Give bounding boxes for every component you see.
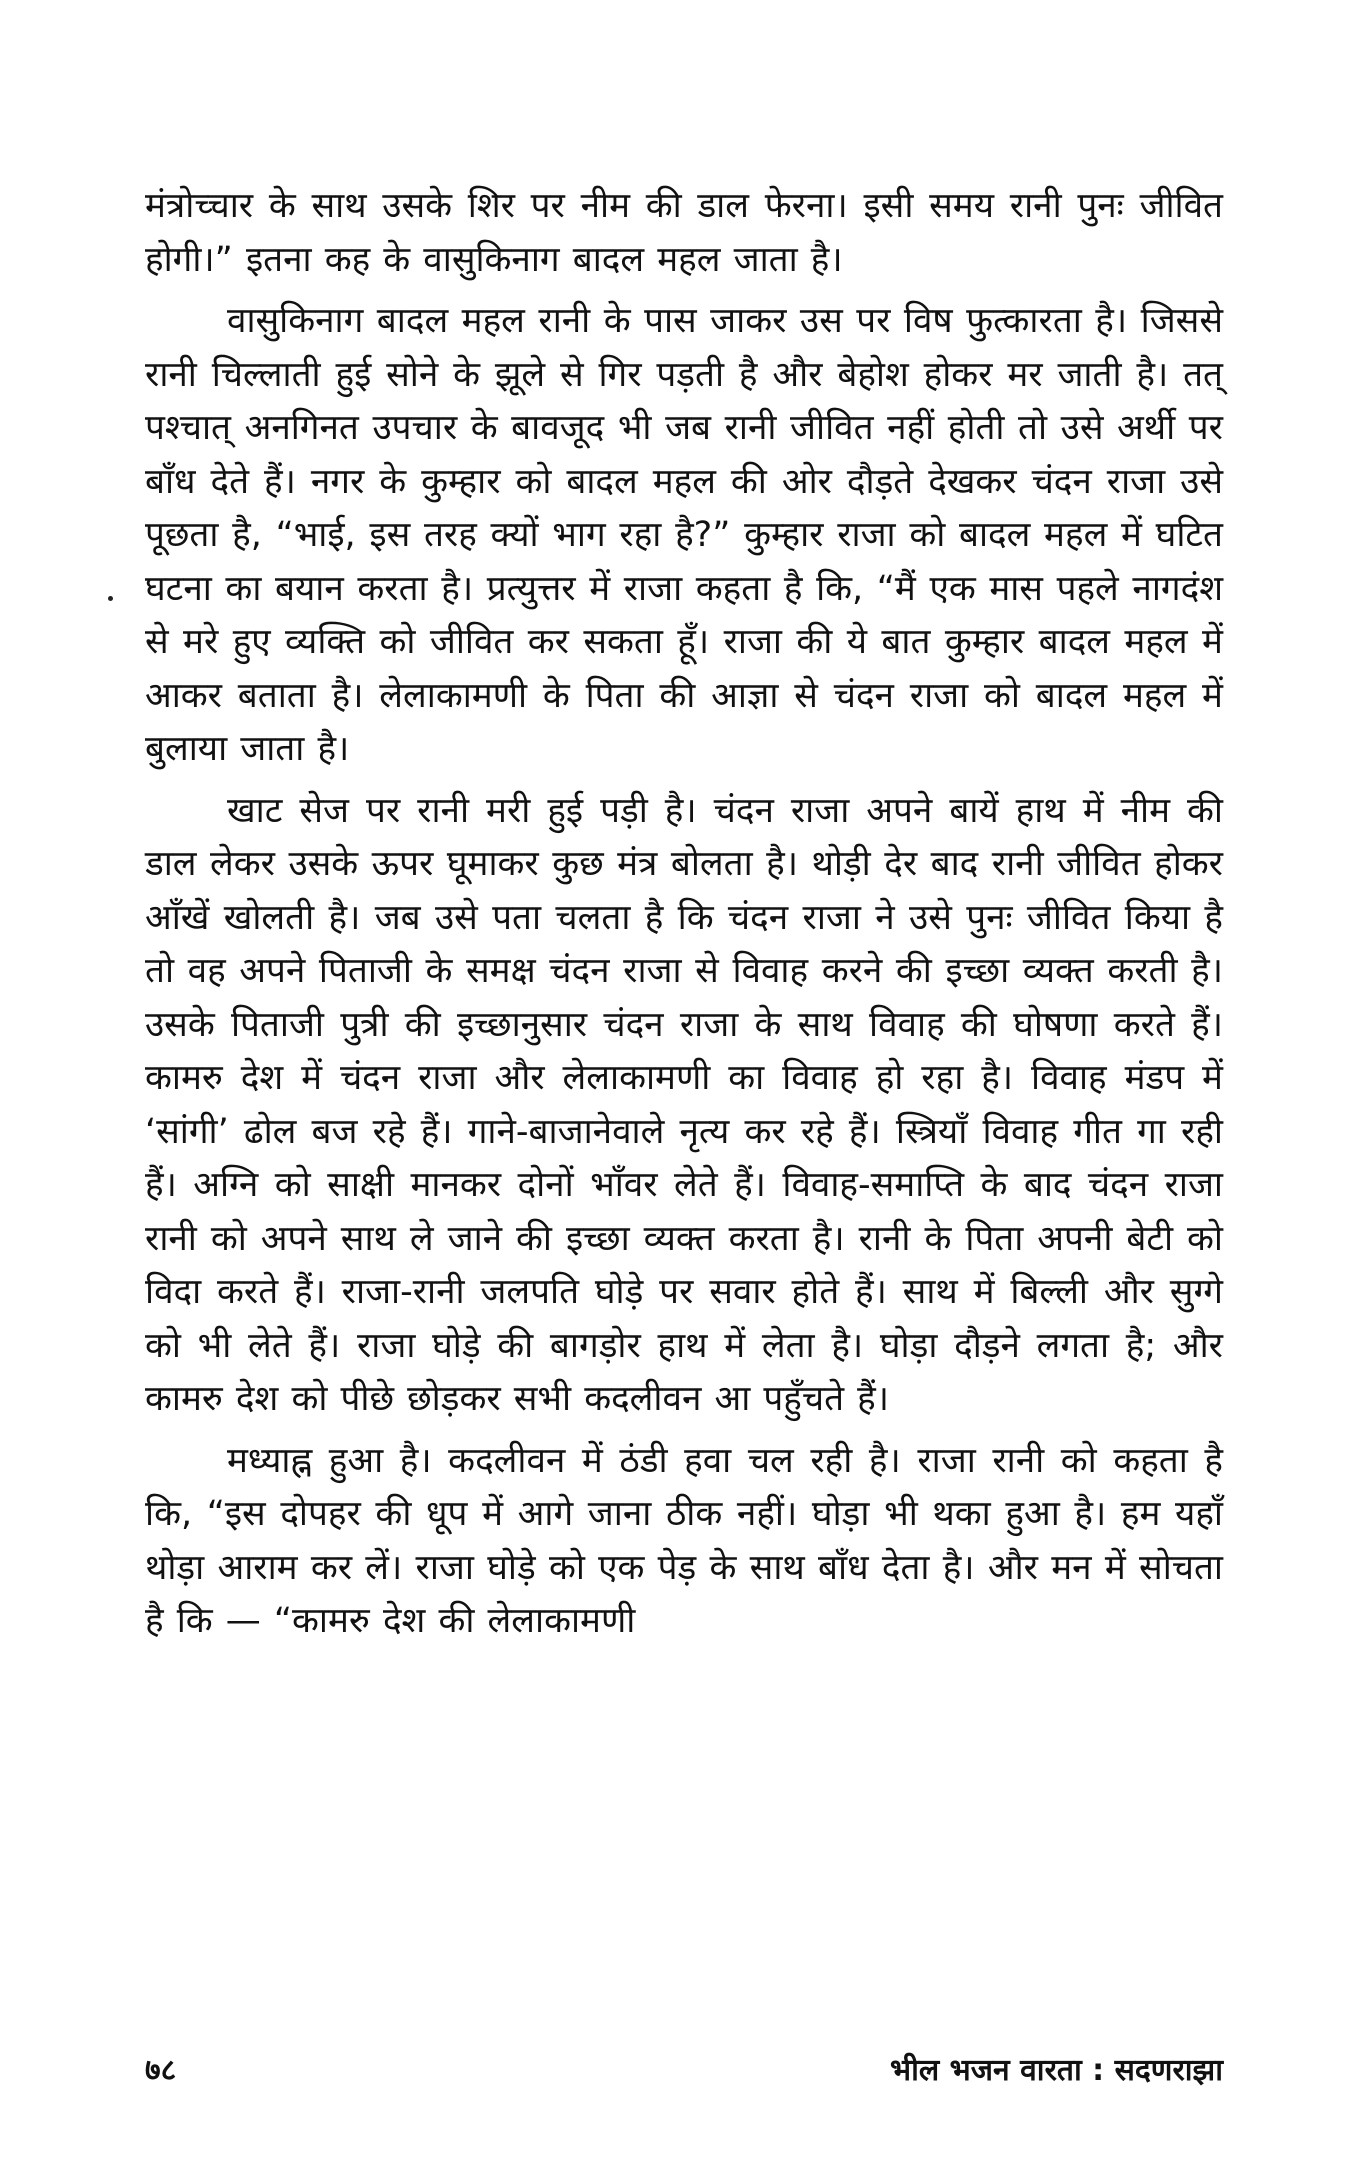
- paragraph-1: मंत्रोच्चार के साथ उसके शिर पर नीम की डाल फेरना। इसी समय रानी पुनः जीवित होगी।” इतना कह के वासुकिनाग बादल महल जाता है।: [145, 186, 1223, 280]
- page-footer: [145, 2048, 1223, 2094]
- page-number: ७८: [145, 2053, 177, 2088]
- running-title: भील भजन वारता : सदणराझा: [890, 2053, 1223, 2088]
- paragraph-2: वासुकिनाग बादल महल रानी के पास जाकर उस पर विष फुत्कारता है। जिससे रानी चिल्लाती हुई सोने के झूले से गिर पड़ती है और बेहोश होकर मर जाती है। तत् पश्चात् अनगिनत उपचार के बावजूद भी जब रानी जीवित नहीं होती तो उसे अर्थी पर बाँध देते हैं। नगर के कुम्हार को बादल महल की ओर दौड़ते देखकर चंदन राजा उसे पूछता है, “भाई, इस तरह क्यों भाग रहा है?” कुम्हार राजा को बादल महल में घटित घटना का बयान करता है। प्रत्युत्तर में राजा कहता है कि, “मैं एक मास पहले नागदंश से मरे हुए व्यक्ति को जीवित कर सकता हूँ। राजा की ये बात कुम्हार बादल महल में आकर बताता है। लेलाकामणी के पिता की आज्ञा से चंदन राजा को बादल महल में बुलाया जाता है।: [145, 301, 1223, 769]
- stray-ink-mark: [108, 596, 113, 601]
- paragraph-3: खाट सेज पर रानी मरी हुई पड़ी है। चंदन राजा अपने बायें हाथ में नीम की डाल लेकर उसके ऊपर घूमाकर कुछ मंत्र बोलता है। थोड़ी देर बाद रानी जीवित होकर आँखें खोलती है। जब उसे पता चलता है कि चंदन राजा ने उसे पुनः जीवित किया है तो वह अपने पिताजी के समक्ष चंदन राजा से विवाह करने की इच्छा व्यक्त करती है। उसके पिताजी पुत्री की इच्छानुसार चंदन राजा के साथ विवाह की घोषणा करते हैं। कामरु देश में चंदन राजा और लेलाकामणी का विवाह हो रहा है। विवाह मंडप में ‘सांगी’ ढोल बज रहे हैं। गाने-बाजानेवाले नृत्य कर रहे हैं। स्त्रियाँ विवाह गीत गा रही हैं। अग्नि को साक्षी मानकर दोनों भाँवर लेते हैं। विवाह-समाप्ति के बाद चंदन राजा रानी को अपने साथ ले जाने की इच्छा व्यक्त करता है। रानी के पिता अपनी बेटी को विदा करते हैं। राजा-रानी जलपति घोड़े पर सवार होते हैं। साथ में बिल्ली और सुग्गे को भी लेते हैं। राजा घोड़े की बागड़ोर हाथ में लेता है। घोड़ा दौड़ने लगता है; और कामरु देश को पीछे छोड़कर सभी कदलीवन आ पहुँचते हैं।: [145, 790, 1223, 1419]
- paragraph-4: मध्याह्न हुआ है। कदलीवन में ठंडी हवा चल रही है। राजा रानी को कहता है कि, “इस दोपहर की धूप में आगे जाना ठीक नहीं। घोड़ा भी थका हुआ है। हम यहाँ थोड़ा आराम कर लें। राजा घोड़े को एक पेड़ के साथ बाँध देता है। और मन में सोचता है कि — “कामरु देश की लेलाकामणी: [145, 1440, 1223, 1641]
- body-text: [145, 180, 1223, 1657]
